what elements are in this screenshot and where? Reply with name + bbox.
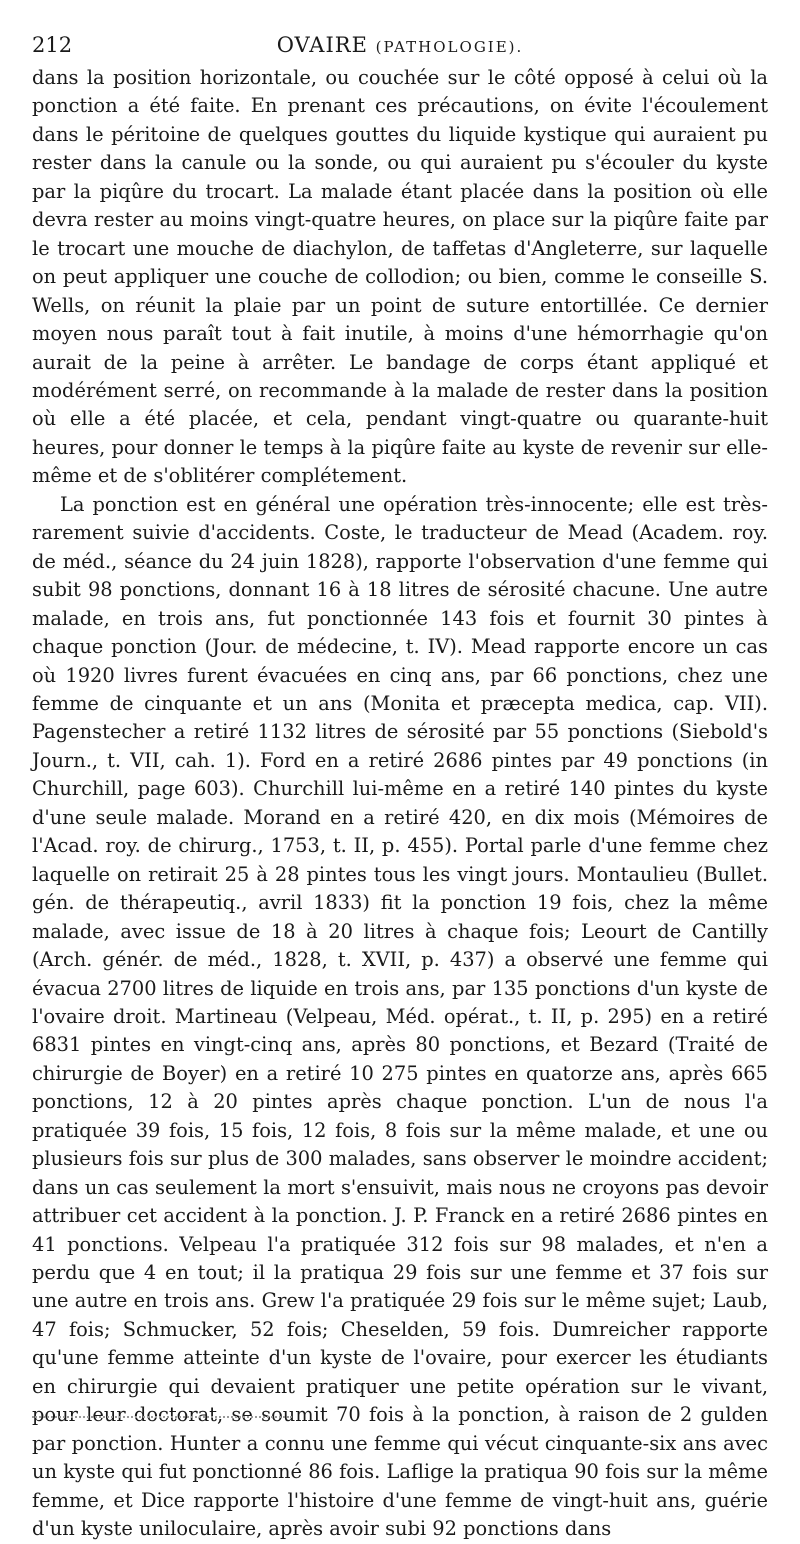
running-title: [32, 28, 768, 64]
paragraph-2: La ponction est en général une opération très-innocente; elle est très-rarement suivie d'accidents. Coste, le traducteur de Mead (Academ. roy. de méd., séance du 24 juin 1828), rapporte l'observation d'une femme qui subit 98 ponctions, donnant 16 à 18 litres de sérosité chacune. Une autre malade, en trois ans, fut ponctionnée 143 fois et fournit 30 pintes à chaque ponction (Jour. de médecine, t. IV). Mead rapporte encore un cas où 1920 livres furent évacuées en cinq ans, par 66 ponctions, chez une femme de cinquante et un ans (Monita et præcepta medica, cap. VII). Pagenstecher a retiré 1132 litres de sérosité par 55 ponctions (Siebold's Journ., t. VII, cah. 1). Ford en a retiré 2686 pintes par 49 ponctions (in Churchill, page 603). Churchill lui-même en a retiré 140 pintes du kyste d'une seule malade. Morand en a retiré 420, en dix mois (Mémoires de l'Acad. roy. de chirurg., 1753, t. II, p. 455). Portal parle d'une femme chez laquelle on retirait 25 à 28 pintes tous les vingt jours. Montaulieu (Bullet. gén. de thérapeutiq., avril 1833) fit la ponction 19 fois, chez la même malade, avec issue de 18 à 20 litres à chaque fois; Leourt de Cantilly (Arch. génér. de méd., 1828, t. XVII, p. 437) a observé une femme qui évacua 2700 litres de liquide en trois ans, par 135 ponctions d'un kyste de l'ovaire droit. Martineau (Velpeau, Méd. opérat., t. II, p. 295) en a retiré 6831 pintes en vingt-cinq ans, après 80 ponctions, et Bezard (Traité de chirurgie de Boyer) en a retiré 10 275 pintes en quatorze ans, après 665 ponctions, 12 à 20 pintes après chaque ponction. L'un de nous l'a pratiquée 39 fois, 15 fois, 12 fois, 8 fois sur la même malade, et une ou plusieurs fois sur plus de 300 malades, sans observer le moindre accident; dans un cas seulement la mort s'ensuivit, mais nous ne croyons pas devoir attribuer cet accident à la ponction. J. P. Franck en a retiré 2686 pintes en 41 ponctions. Velpeau l'a pratiquée 312 fois sur 98 malades, et n'en a perdu que 4 en tout; il la pratiqua 29 fois sur une femme et 37 fois sur une autre en trois ans. Grew l'a pratiquée 29 fois sur le même sujet; Laub, 47 fois; Schmucker, 52 fois; Cheselden, 59 fois. Dumreicher rapporte qu'une femme atteinte d'un kyste de l'ovaire, pour exercer les étudiants en chirurgie qui devaient pratiquer une petite opération sur le vivant, pour leur doctorat, se soumit 70 fois à la ponction, à raison de 2 gulden par ponction. Hunter a connu une femme qui vécut cinquante-six ans avec un kyste qui fut ponctionné 86 fois. Laflige la pratiqua 90 fois sur la même femme, et Dice rapporte l'histoire d'une femme de vingt-huit ans, guérie d'un kyste uniloculaire, après avoir subi 92 ponctions dans: [32, 492, 768, 1541]
page-number: 212: [32, 33, 73, 57]
running-head: [32, 28, 768, 62]
running-title-main: OVAIRE: [276, 33, 368, 57]
paragraph-1: dans la position horizontale, ou couchée sur le côté opposé à celui où la ponction a été faite. En prenant ces précautions, on évite l'écoulement dans le péritoine de quelques gouttes du liquide kystique qui auraient pu rester dans la canule ou la sonde, ou qui auraient pu s'écouler du kyste par la piqûre du trocart. La malade étant placée dans la position où elle devra rester au moins vingt-quatre heures, on place sur la piqûre faite par le trocart une mouche de diachylon, de taffetas d'Angleterre, sur laquelle on peut appliquer une couche de collodion; ou bien, comme le conseille S. Wells, on réunit la plaie par un point de suture entortillée. Ce dernier moyen nous paraît tout à fait inutile, à moins d'une hémorrhagie qu'on aurait de la peine à arrêter. Le bandage de corps étant appliqué et modérément serré, on recommande à la malade de rester dans la position où elle a été placée, et cela, pendant vingt-quatre ou quarante-huit heures, pour donner le temps à la piqûre faite au kyste de revenir sur elle-même et de s'oblitérer complétement.: [32, 66, 768, 488]
body-text: [32, 64, 768, 1544]
footer-rule: [32, 1416, 292, 1418]
book-page: [32, 28, 768, 1544]
running-title-sub: (PATHOLOGIE).: [375, 38, 524, 56]
